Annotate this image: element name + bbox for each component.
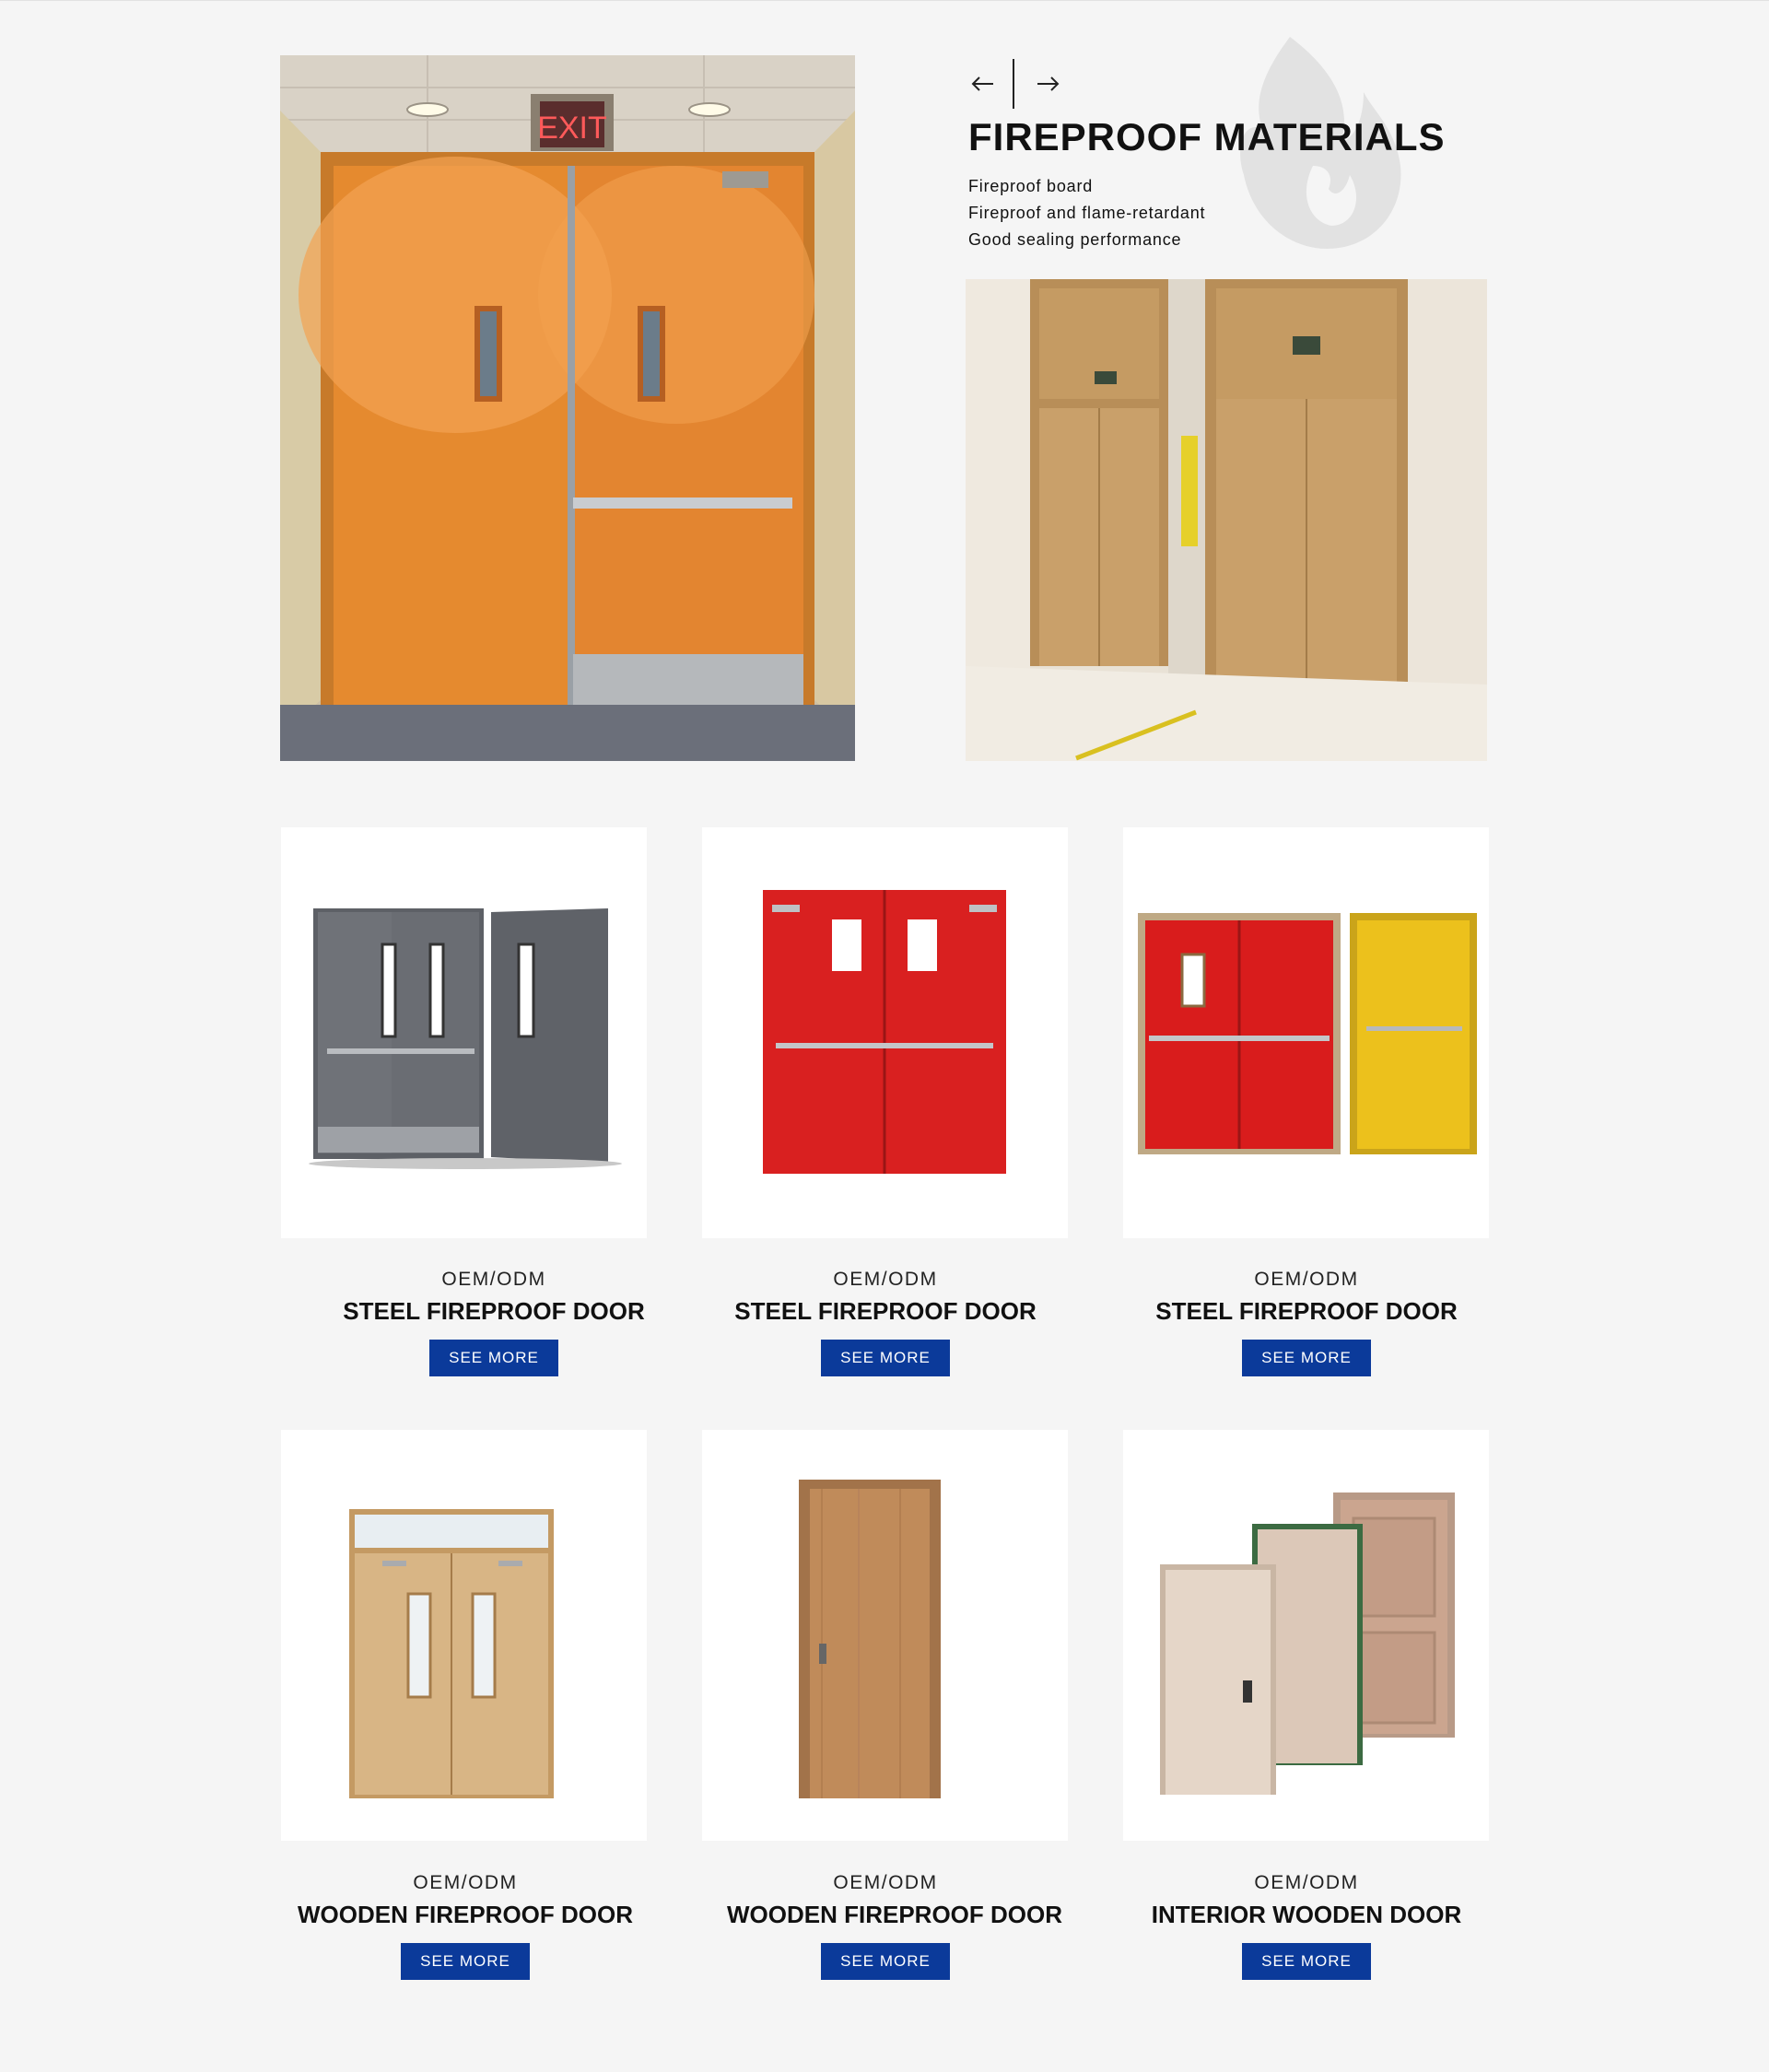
feature-item: Good sealing performance	[968, 230, 1182, 249]
slider-nav	[967, 59, 1069, 109]
product-name[interactable]: INTERIOR WOODEN DOOR	[1151, 1901, 1462, 1928]
see-more-button[interactable]: SEE MORE	[401, 1943, 530, 1980]
product-name[interactable]: STEEL FIREPROOF DOOR	[734, 1297, 1037, 1325]
product-image-wooden-single-door[interactable]	[702, 1430, 1068, 1841]
exit-sign: EXIT	[537, 111, 607, 146]
arrow-left-icon[interactable]	[969, 70, 997, 98]
product-tag: OEM/ODM	[441, 1269, 546, 1290]
product-image-steel-grey-doors[interactable]	[281, 827, 647, 1238]
product-image-interior-wooden-doors[interactable]	[1123, 1430, 1489, 1841]
product-image-red-yellow-doors[interactable]	[1123, 827, 1489, 1238]
hero-title: FIREPROOF MATERIALS	[968, 115, 1446, 158]
see-more-button[interactable]: SEE MORE	[821, 1340, 950, 1376]
product-tag: OEM/ODM	[833, 1269, 938, 1290]
product-image-wooden-double-door[interactable]	[281, 1430, 647, 1841]
product-name[interactable]: STEEL FIREPROOF DOOR	[1155, 1297, 1458, 1325]
nav-divider	[1013, 59, 1014, 109]
see-more-button[interactable]: SEE MORE	[1242, 1943, 1371, 1980]
product-name[interactable]: STEEL FIREPROOF DOOR	[343, 1297, 645, 1325]
product-tag: OEM/ODM	[1254, 1269, 1359, 1290]
see-more-button[interactable]: SEE MORE	[1242, 1340, 1371, 1376]
top-divider	[0, 0, 1769, 1]
feature-item: Fireproof board	[968, 177, 1094, 195]
product-tag: OEM/ODM	[1254, 1872, 1359, 1893]
product-tag: OEM/ODM	[413, 1872, 518, 1893]
hero-wooden-fire-doors-photo	[966, 279, 1487, 761]
hero-orange-fire-door-photo	[280, 55, 855, 761]
product-name[interactable]: WOODEN FIREPROOF DOOR	[727, 1901, 1062, 1928]
arrow-right-icon[interactable]	[1034, 70, 1061, 98]
see-more-button[interactable]: SEE MORE	[429, 1340, 558, 1376]
product-image-red-steel-door[interactable]	[702, 827, 1068, 1238]
feature-item: Fireproof and flame-retardant	[968, 204, 1206, 222]
product-name[interactable]: WOODEN FIREPROOF DOOR	[298, 1901, 633, 1928]
feature-list	[968, 173, 1205, 253]
product-tag: OEM/ODM	[833, 1872, 938, 1893]
see-more-button[interactable]: SEE MORE	[821, 1943, 950, 1980]
